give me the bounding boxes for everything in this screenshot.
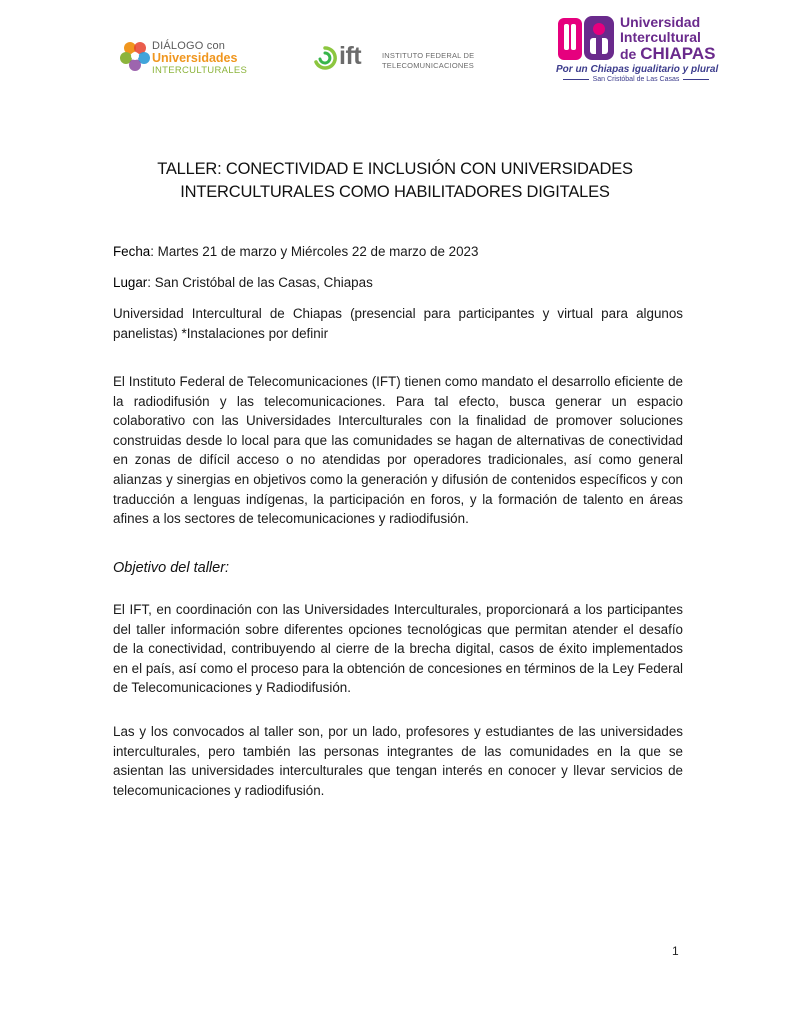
intro-paragraph: El Instituto Federal de Telecomunicaciones (IFT) tienen como mandato el desarrollo eficiente de la radiodifusión y las telecomunicaciones. Para tal efecto, busca generar un espacio colaborativo con las Universidades Interculturales con la finalidad de promover soluciones construidas desde lo local para que las comunidades se hagan de alternativas de conectividad en zonas de difícil acceso o no atendidas por operadores tradicionales, así como general alianzas y sinergias en objetivos como la generación y difusión de contenidos específicos y con traducción a lenguas indígenas, la participación en foros, y la formación de talento en áreas afines a los sectores de telecomunicaciones y radiodifusión. xyxy=(113,374,683,527)
page-number: 1 xyxy=(672,944,679,958)
unich-line2: Intercultural xyxy=(620,29,701,45)
document-title xyxy=(100,158,690,204)
ift-subtitle-line2: TELECOMUNICACIONES xyxy=(382,61,474,70)
title-line-2: INTERCULTURALES COMO HABILITADORES DIGITALES xyxy=(180,183,610,201)
date-label: Fecha xyxy=(113,244,151,259)
objective-heading: Objetivo del taller: xyxy=(113,560,230,576)
dialogo-universidades-logo xyxy=(118,38,248,82)
dialogo-line1: DIÁLOGO con xyxy=(152,40,226,52)
place-label: Lugar xyxy=(113,275,148,290)
unich-logo xyxy=(556,14,719,84)
ift-logo xyxy=(312,42,477,75)
audience-paragraph: Las y los convocados al taller son, por un lado, profesores y estudiantes de las universidades interculturales, pero también las personas integrantes de las comunidades en la que se asientan las universidades interculturales que tengan interés en conocer y llevar servicios de telecomunicaciones y radiodifusión. xyxy=(113,724,683,798)
place-line xyxy=(113,273,683,293)
dialogo-line3: INTERCULTURALES xyxy=(152,65,248,76)
unich-slogan: Por un Chiapas igualitario y plural xyxy=(556,64,719,75)
date-line xyxy=(113,242,683,262)
title-line-1: TALLER: CONECTIVIDAD E INCLUSIÓN CON UNIVERSIDADES xyxy=(157,160,633,178)
venue-paragraph: Universidad Intercultural de Chiapas (presencial para participantes y virtual para algunos panelistas) *Instalaciones por definir xyxy=(113,306,683,341)
unich-place: San Cristóbal de Las Casas xyxy=(556,76,716,83)
date-value: : Martes 21 de marzo y Miércoles 22 de marzo de 2023 xyxy=(150,244,479,259)
unich-emblem-icon xyxy=(556,14,616,64)
ift-swirl-icon xyxy=(312,45,338,71)
place-value: : San Cristóbal de las Casas, Chiapas xyxy=(147,275,373,290)
dialogo-flower-icon xyxy=(118,38,152,72)
ift-subtitle-line1: INSTITUTO FEDERAL DE xyxy=(382,51,475,60)
unich-line1: Universidad xyxy=(620,14,701,30)
objective-paragraph: El IFT, en coordinación con las Universidades Interculturales, proporcionará a los participantes del taller información sobre diferentes opciones tecnológicas que permitan atender el desafío de la conectividad, contribuyendo al cierre de la brecha digital, casos de éxito implementados en el país, así como el proceso para la obtención de concesiones en términos de la Ley Federal de Telecomunicaciones y Radiodifusión. xyxy=(113,602,683,696)
unich-line3: de CHIAPAS xyxy=(620,44,716,63)
dialogo-line2: Universidades xyxy=(152,51,238,65)
ift-wordmark: ift xyxy=(339,42,362,70)
